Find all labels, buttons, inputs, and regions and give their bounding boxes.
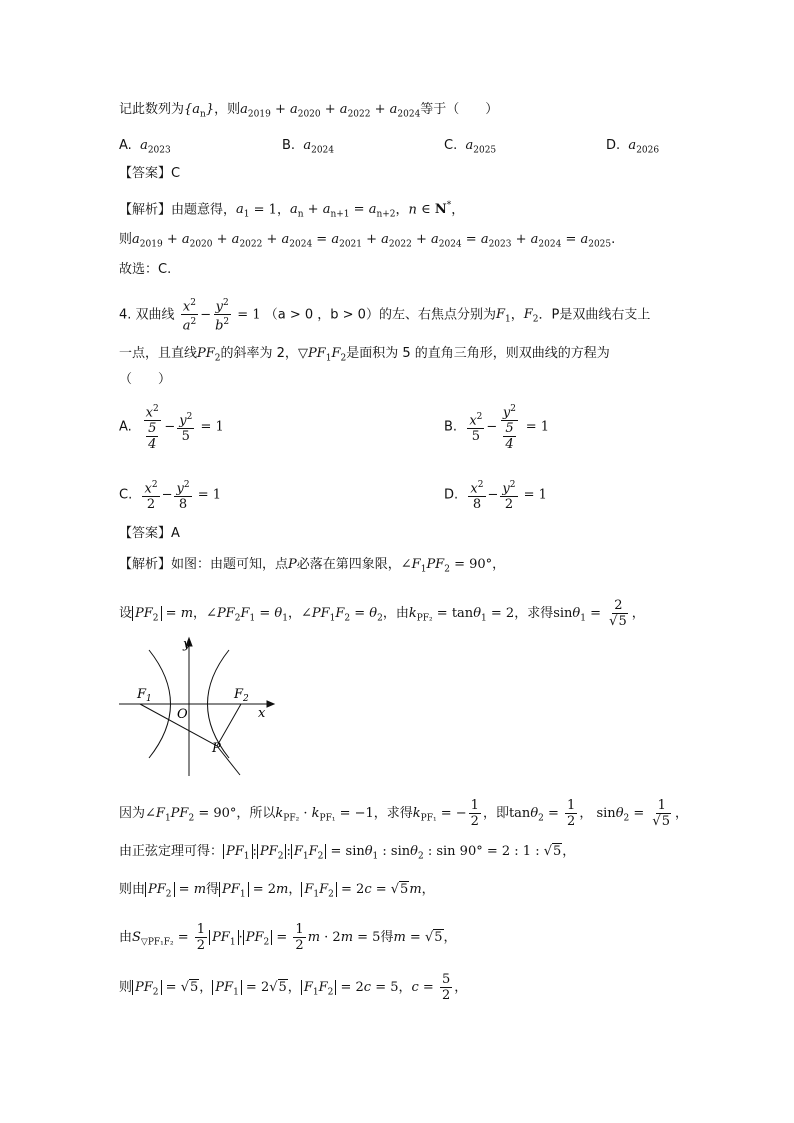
q3-conclusion: 故选：C. [119, 262, 172, 277]
q4-option-a: A. $\frac{x^2}{\frac{5}{4}}$ − $\frac{y^2}{5}$ = 1 [119, 404, 224, 453]
hyperbola-figure [119, 634, 279, 779]
triangle-lines [140, 704, 241, 746]
label-origin: O [177, 707, 188, 722]
label-x: x [258, 706, 266, 721]
q3-analysis: 【解析】由题意得，$a_1 = 1$，$a_n + a_{n+1} = a_{n+2}$，n ∈ N*， [119, 201, 465, 220]
q3-stem: 记此数列为$\{a_n\}$，则$a_{2019} + a_{2020} + a_{2022} + a_{2024}$等于（ ） [119, 102, 499, 120]
q4-option-d: D. $\frac{x^2}{8}$ − $\frac{y^2}{2}$ = 1 [444, 480, 547, 513]
q4-analysis-line6: 由$S_{▽PF_1F_2}$ = $\frac{1}{2}$ $PF_1 \cdot PF_2$ = $\frac{1}{2}$ m · 2m = 5得m = √5， [119, 922, 457, 953]
q3-option-a: A. $a_{2023}$ [119, 138, 171, 156]
q4-paren: （ ） [119, 372, 172, 387]
q4-analysis-line5: 则由 $PF_2 = m$得 $PF_1 = 2m$， $F_1F_2 = 2c = √5m$， [119, 882, 435, 900]
q4-stem-line1: 4. 双曲线 $\frac{x^2}{a^2}$ − $\frac{y^2}{b^2}$ = 1 （a > 0 ，b > 0）的左、右焦点分别为$F_1$，$F_2$．P是双曲线右支上 [119, 298, 651, 334]
q3-answer: 【答案】C [119, 166, 181, 181]
x-axis-arrow [267, 701, 274, 707]
label-f1: $F_1$ [137, 687, 152, 704]
q4-option-c: C. $\frac{x^2}{2}$ − $\frac{y^2}{8}$ = 1 [119, 480, 221, 513]
q3-option-c: C. $a_{2025}$ [444, 138, 497, 156]
label-f2: $F_2$ [234, 687, 249, 704]
q3-option-d: D. $a_{2026}$ [606, 138, 660, 156]
q4-analysis-line4: 由正弦定理可得： $PF_1$ : $PF_2$ : $F_1F_2 = \sin\theta_1$ : sinθ$_2$ : sin 90° = 2 : 1 : √5， [119, 844, 576, 862]
q4-analysis-line7: 则 $PF_2 = √5$， $PF_1 = 2√5$， $F_1F_2 = 2c = 5$，c = $\frac{5}{2}$ ， [119, 972, 468, 1003]
q3-then: 则$a_{2019} + a_{2020} + a_{2022} + a_{2024} = a_{2021} + a_{2022} + a_{2024} = a_{2023} + a_{2024} = a_{2025}$. [119, 232, 616, 250]
q4-stem-line2: 一点，且直线$PF_2$的斜率为 2，$▽PF_1F_2$是面积为 5 的直角三角形，则双曲线的方程为 [119, 346, 610, 364]
q4-answer: 【答案】A [119, 526, 180, 541]
q3-option-b: B. $a_{2024}$ [282, 138, 334, 156]
q4-option-b: B. $\frac{x^2}{5}$ − $\frac{y^2}{\frac{5}{4}}$ = 1 [444, 404, 550, 453]
q4-analysis-line2: 设 $PF_2 = m$，$\angle PF_2F_1 = \theta_1$，$\angle PF_1F_2 = \theta_2$，由$k_{PF_2} = \tan\theta_1 = 2$，求得sinθ$_1$ = $\frac{2}{√5}$ ， [119, 598, 645, 629]
label-y: y [183, 637, 191, 652]
label-p: P [212, 741, 221, 756]
q4-analysis-line3: 因为$\angle F_1PF_2 = 90^\circ$，所以$k_{PF_2} \cdot k_{PF_1} = -1$，求得$k_{PF_1}$ = − $\frac{1}{2}$ ，即tanθ$_2$ = $\frac{1}{2}$ ， sinθ$_2$ = $\frac{1}{√5}$ ， [119, 798, 689, 829]
q4-analysis-line1: 【解析】如图：由题可知，点P必落在第四象限，$\angle F_1PF_2 = 90^\circ$， [119, 557, 506, 575]
